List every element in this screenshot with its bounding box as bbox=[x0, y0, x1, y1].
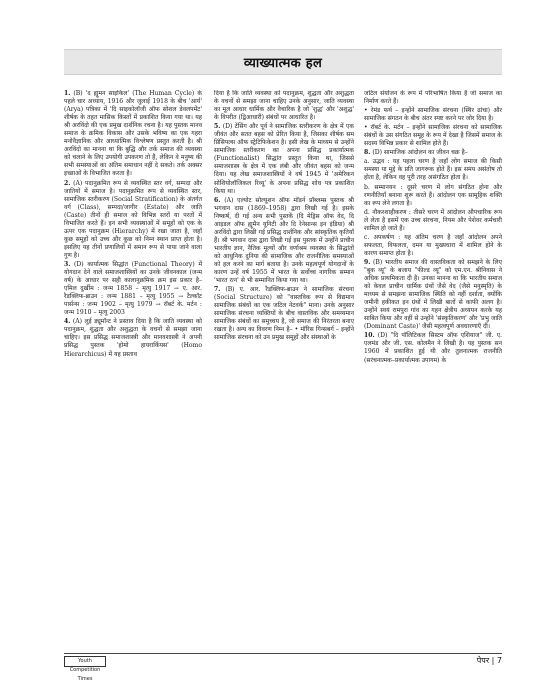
stage-coalescence: b. सम्मानयन : दूसरे चरण में लोग संगठित होना और रणनीतियाँ बनाना शुरू करते हैं। आंदोलन एक सामूहिक शक्ति का रूप लेने लगता है। bbox=[364, 183, 502, 207]
answer-5: 5. (D) टेंसिंग और पूर्व ने सामाजिक स्तरीकरण के क्षेत्र में एक जीवंत और सतत बहस को प्रेरित किया है, जिसका शीर्षक सम प्रिंसिपल्स ऑफ स्ट्रेटिफिकेशन है। इसी लेख के माध्यम से उन्होंने सामाजिक स्तरीकरण का अपना प्रसिद्ध प्रकार्यात्मक (Functionalist) सिद्धांत प्रस्तुत किया था, जिससे समाजशास्त्र के क्षेत्र में एक लंबी और जीवंत बहस को जन्म दिया। यह लेख समाजशास्त्रियों ने वर्ष 1945 में 'अमेरिकन सोशियोलॉजिकल रिव्यू' के अपना प्रसिद्ध शोध पत्र प्रकाशित किया था। bbox=[214, 123, 354, 195]
answer-6: 6. (A) एल्योट सोल्यूशन ऑफ मॉडर्न प्रॉब्लम्स पुस्तक श्री भगवान दास (1869–1958) द्वारा लिखी गई है। इसके निष्कर्ष, दी गई अन्य सभी पुस्तकें (दि मेड्रिस ऑफ वेद, दि आइडल ऑफ ह्यूमैन यूनिटी और दि रेनेसान्स इन इंडिया) श्री अरविंदो द्वारा लिखी गई प्रसिद्ध दार्शनिक और सांस्कृतिक कृतियाँ हैं। श्री भगवान दास द्वारा लिखी गई इस पुस्तक में उन्होंने प्राचीन भारतीय ज्ञान, नैतिक मूल्यों और वर्णाश्रम व्यवस्था के सिद्धांतों को आधुनिक दुनिया की सामाजिक और राजनीतिक समस्याओं को हल करने का मार्ग बताया है। उनके महत्वपूर्ण योगदानों के कारण उन्हें वर्ष 1955 में भारत के सर्वोच्च नागरिक सम्मान 'भारत रत्न' से भी सम्मानित किया गया था। bbox=[214, 196, 354, 285]
bullet-raymond-firth: • रेमंड फर्थ – इन्होंने सामाजिक संरचना (स्थिर ढांचा) और सामाजिक संगठन के बीच अंतर स्पष्ट करने पर जोर दिया है। bbox=[364, 107, 502, 123]
answer-1: 1. (B) 'द ह्यूमन साइकिल' (The Human Cycle) के पहले चार अध्याय, 1916 और जुलाई 1918 के बीच 'आर्य' (Arya) पत्रिका में 'दि साइकोलॉजी ऑफ सोशल डेवलपमेंट' शीर्षक के तहत मासिक किस्तों में प्रकाशित किया गया था। यह श्री अरविंदो की एक प्रमुख दार्शनिक रचना है। यह पुस्तक मानव समाज के क्रमिक विकास और उसके भविष्य का एक गहरा मनोवैज्ञानिक और आध्यात्मिक विश्लेषण प्रस्तुत करती है। श्री अरविंदो का मानना था कि बुद्धि और तर्क समाज की व्यवस्था को चलाने के लिए उपयोगी उपकरण तो हैं, लेकिन वे मनुष्य की सभी समस्याओं का अंतिम समाधान नहीं दे सकते। तर्क अक्सर इच्छाओं के विभाजित करता है। bbox=[64, 90, 202, 178]
stage-decline: c. अपकर्षण : यह अंतिम चरण है जहाँ आंदोलन अपने सफलता, विफलता, दमन या मुख्यधारा में शामिल होने के कारण समाप्त होता है। bbox=[364, 233, 502, 257]
answer-7: 7. (B) ए. आर. रैडक्लिफ-ब्राउन ने सामाजिक संरचना (Social Structure) को "वास्तविक रूप से विद्यमान सामाजिक संबंधों का एक जटिल नेटवर्क" माना। उनके अनुसार सामाजिक संरचना व्यक्तियों के बीच वास्तविक और समय्यमान सामाजिक संबंधों का समुच्चय है, जो समाज की निरंतरता बनाए रखता है। अन्य का विवरण निम्न है– • मॉरिस गिन्सबर्ग – इन्होंने सामाजिक संरचना को उन प्रमुख समूहों और संस्थाओं के bbox=[214, 286, 354, 342]
answer-2: 2. (A) पदानुक्रमित रूप से व्यवस्थित स्तर वर्ग, सम्पदा और जातियों में समाज है। पदानुक्रमित रूप से व्यवस्थित स्तर, सामाजिक स्तरीकरण (Social Stratification) के अंतर्गत वर्ग (Class), सम्पदा/जागीर (Estate) और जाति (Caste) तीनों ही समाज को विभिन्न स्तरों या परतों में विभाजित करते हैं। इन सभी व्यवस्थाओं में समूहों को एक के ऊपर एक पदानुक्रम (Hierarchy) में रखा जाता है, जहाँ कुछ समूहों को उच्च और कुछ को निम्न स्थान प्राप्त होता है। इसलिए यह तीनों प्रणालियों में समान रूप से पाया जाने वाला गुण है। bbox=[64, 179, 202, 259]
column-left bbox=[64, 90, 202, 650]
answer-3: 3. (D) कार्यात्मक सिद्धांत (Functional Theory) में योगदान देने वाले समाजशास्त्रियों का उनके जीवनकाल (जन्म वर्ष) के आधार पर सही कालानुक्रमिक क्रम इस प्रकार है– एमिल दुर्खीम : जन्म 1858 – मृत्यु 1917 → ए. आर. रैडक्लिफ-ब्राउन : जन्म 1881 – मृत्यु 1955 → टैल्कॉट पार्सन्स : जन्म 1902 – मृत्यु 1979 → रॉबर्ट के. मर्टन : जन्म 1910 – मृत्यु 2003 bbox=[64, 260, 202, 317]
stage-emergence: a. उद्भव : यह पहला चरण है जहाँ लोग समाज की किसी समस्या या मुद्दे के प्रति जागरूक होते हैं। इस समय असंतोष तो होता है, लेकिन वह पूरी तरह असंगठित होता है। bbox=[364, 158, 502, 182]
answer-4: 4. (A) लुई ड्यूमॉन्ट ने प्रस्ताव दिया है कि जाति व्यवस्था को पदानुक्रम, शुद्धता और अशुद्धता के वचनों से समझा जाना चाहिए। इस प्रसिद्ध समाजशास्त्री और मानवशास्त्री ने अपनी प्रसिद्ध पुस्तक 'होमो हायरार्कियस' (Homo Hierarchicus) में यह प्रस्ताव bbox=[64, 318, 202, 358]
bullet-robert-merton: • रॉबर्ट के. मर्टन – इन्होंने सामाजिक संरचना को सामाजिक संबंधों के उस संगठित समूह के रूप में देखा है जिसमें समाज के सदस्य विभिन्न प्रकार से शामिल होते हैं। bbox=[364, 124, 502, 148]
answer-4-continued: दिया है कि जाति व्यवस्था को पदानुक्रम, शुद्धता और अशुद्धता के वचनों से समझा जाना चाहिए उनके अनुसार, जाति व्यवस्था का मूल आधार धार्मिक और वैचारिक है जो 'शुद्ध' और 'अशुद्ध' के विपरीत (द्विआधारी) संबंधों पर आधारित है। bbox=[214, 90, 354, 122]
stage-bureaucratization: d. नौकरशाहीकरण : तीसरे चरण में आंदोलन औपचारिक रूप ले लेता है इसमें एक उच्च संरचना, नियम और पेशेवर कर्मचारी शामिल हो जाते हैं। bbox=[364, 208, 502, 232]
publisher-logo: Youth Competition Times bbox=[64, 656, 106, 667]
section-title: व्याख्यात्मक हल bbox=[243, 56, 323, 71]
answer-10: 10. (D) "दि पॉलिटिकल सिस्टम ऑफ एशियाज" जी. ए. एलमंड और जी. एस. कोलमैन ने लिखी है। यह पुस्तक सन 1960 में प्रकाशित हुई थी और तुलनात्मक राजनीति (सरंचनात्मक–प्रकार्यात्मक उपागम) के bbox=[364, 332, 502, 364]
answer-7-continued: जटिल संयोजन के रूप में परिभाषित किया है जो समाज का निर्माण करते हैं। bbox=[364, 90, 502, 106]
section-header bbox=[64, 49, 502, 75]
answer-columns bbox=[64, 90, 502, 650]
page-footer bbox=[64, 653, 502, 682]
column-middle bbox=[214, 90, 354, 650]
answer-8: 8. (D) सामाजिक आंदोलन का जीवन चक्र है– bbox=[364, 149, 468, 157]
page-number: पेपर | 7 bbox=[476, 656, 502, 665]
column-right bbox=[364, 90, 502, 650]
answer-9: 9. (B) भारतीय समाज की वास्तविकता को समझने के लिए "बुक व्यू" के बजाय "फील्ड व्यू" को एम.एन. श्रीनिवास ने अधिक प्राथमिकता दी है। उनका मानना था कि भारतीय समाज को केवल प्राचीन धार्मिक ग्रंथों जैसे वेद (जैसे मनुस्मृति) के माध्यम से समझना सामाजिक स्थिति को नहीं दर्शाता, क्योंकि जमीनी हकीकत इन ग्रंथों में लिखी बातों से काफी अलग है। उन्होंने स्वयं रामपुरा गांव का गहन क्षेत्रीय अध्ययन करके यह साबित किया और वहीं से उन्होंने 'संस्कृतिकरण' और 'प्रभु जाति (Dominant Caste)' जैसी महत्वपूर्ण अवधारणाएँ दीं। bbox=[364, 258, 502, 331]
